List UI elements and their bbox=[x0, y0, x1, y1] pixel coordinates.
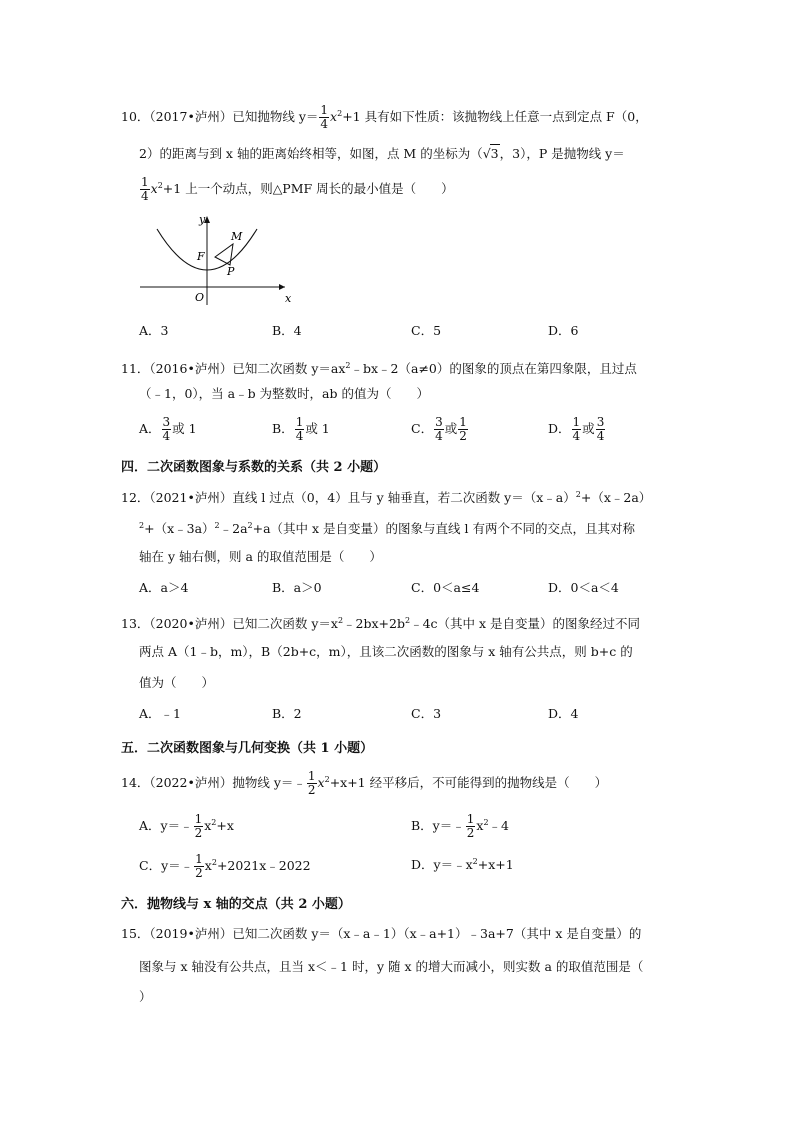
q14-line1: 14．（2022•泸州）抛物线 y＝﹣ $\frac{1}{2}$ $x^2+x+1$ 经平移后，不可能得到的抛物线是（ ） bbox=[121, 769, 608, 797]
label-f: F bbox=[197, 250, 205, 263]
q10-option-c[interactable]: C．5 bbox=[411, 323, 442, 338]
q12-option-c[interactable]: C．0＜a≤4 bbox=[411, 580, 480, 595]
label-y: y bbox=[199, 213, 206, 226]
q13-option-b[interactable]: B．2 bbox=[272, 706, 302, 721]
fraction: $\frac{1}{4}$ bbox=[320, 103, 329, 131]
q11-option-d[interactable]: D． $\frac{1}{4}$ 或 $\frac{3}{4}$ bbox=[548, 415, 605, 443]
q13-option-c[interactable]: C．3 bbox=[411, 706, 442, 721]
q12-line1: 12．（2021•泸州）直线 l 过点（0，4）且与 y 轴垂直，若二次函数 y＝（x﹣a）$^2$+（x﹣2a） bbox=[121, 490, 652, 506]
q10-line3: $\frac{1}{4}$ $x^2+1$ 上一个动点，则△PMF 周长的最小值是（ ） bbox=[141, 175, 454, 203]
q14-option-c[interactable]: C．y＝﹣ $\frac{1}{2}$ $x^2+2021x﹣2022$ bbox=[139, 852, 311, 880]
triangle-pmf bbox=[215, 244, 233, 265]
q11-option-c[interactable]: C． $\frac{3}{4}$ 或 $\frac{1}{2}$ bbox=[411, 415, 467, 443]
q10-option-a[interactable]: A．3 bbox=[139, 323, 169, 338]
x-axis-arrow-icon bbox=[279, 284, 285, 290]
section-heading-5: 五．二次函数图象与几何变换（共 1 小题） bbox=[121, 741, 374, 756]
label-o: O bbox=[195, 291, 205, 304]
label-p: P bbox=[227, 265, 235, 278]
label-m: M bbox=[231, 230, 243, 243]
q14-option-a[interactable]: A．y＝﹣ $\frac{1}{2}$ $x^2+x$ bbox=[139, 812, 234, 840]
q12-option-d[interactable]: D．0＜a＜4 bbox=[548, 580, 619, 595]
q13-option-d[interactable]: D．4 bbox=[548, 706, 579, 721]
q15-line3: ） bbox=[139, 989, 152, 1004]
q13-option-a[interactable]: A．﹣1 bbox=[139, 706, 181, 721]
q13-line1: 13．（2020•泸州）已知二次函数 $y=x^2﹣2bx+2b^2﹣4c$（其中 x 是自变量）的图象经过不同 bbox=[121, 616, 641, 632]
q14-option-b[interactable]: B．y＝﹣ $\frac{1}{2}$ $x^2﹣4$ bbox=[411, 812, 509, 840]
q15-line2: 图象与 x 轴没有公共点，且当 x＜﹣1 时，y 随 x 的增大而减小，则实数 a 的取值范围是（ bbox=[139, 959, 644, 974]
q11-option-a[interactable]: A． $\frac{3}{4}$ 或 1 bbox=[139, 415, 197, 443]
q12-option-b[interactable]: B．a＞0 bbox=[272, 580, 322, 595]
q13-line2: 两点 A（1﹣b，m），B（2b+c，m），且该二次函数的图象与 x 轴有公共点，则 b+c 的 bbox=[139, 644, 633, 659]
q14-option-d[interactable]: D．$y=﹣x^2+x+1$ bbox=[411, 857, 514, 873]
q13-line3: 值为（ ） bbox=[139, 675, 215, 690]
q15-line1: 15．（2019•泸州）已知二次函数 y＝（x﹣a﹣1）（x﹣a+1）﹣3a+7（其中 x 是自变量）的 bbox=[121, 926, 642, 941]
section-heading-4: 四．二次函数图象与系数的关系（共 2 小题） bbox=[121, 460, 387, 475]
q12-option-a[interactable]: A．a＞4 bbox=[139, 580, 189, 595]
q11-option-b[interactable]: B． $\frac{1}{4}$ 或 1 bbox=[272, 415, 330, 443]
parabola-figure bbox=[135, 213, 295, 308]
q12-line3: 轴在 y 轴右侧，则 a 的取值范围是（ ） bbox=[139, 549, 382, 564]
q10-option-b[interactable]: B．4 bbox=[272, 323, 302, 338]
q12-line2: $^2+(x﹣3a)^2﹣2a^2+a$（其中 x 是自变量）的图象与直线 l 有两个不同的交点，且其对称 bbox=[139, 521, 635, 537]
q10-option-d[interactable]: D．6 bbox=[548, 323, 579, 338]
q10-line1: 10．（2017•泸州）已知抛物线 y＝ $\frac{1}{4}$ $x^2+1$ 具有如下性质：该抛物线上任意一点到定点 F（0， bbox=[121, 103, 648, 131]
q10-line2: 2）的距离与到 x 轴的距离始终相等，如图，点 M 的坐标为（√3，3），P 是抛物线 y＝ bbox=[139, 146, 625, 161]
label-x: x bbox=[285, 292, 292, 305]
q11-line1: 11．（2016•泸州）已知二次函数 $y=ax^2﹣bx﹣2(a\ne 0)$的图象的顶点在第四象限，且过点 bbox=[121, 361, 637, 377]
fraction: $\frac{1}{4}$ bbox=[141, 175, 149, 203]
section-heading-6: 六．抛物线与 x 轴的交点（共 2 小题） bbox=[121, 897, 351, 912]
q11-line2: （﹣1，0），当 a﹣b 为整数时，ab 的值为（ ） bbox=[139, 386, 429, 401]
